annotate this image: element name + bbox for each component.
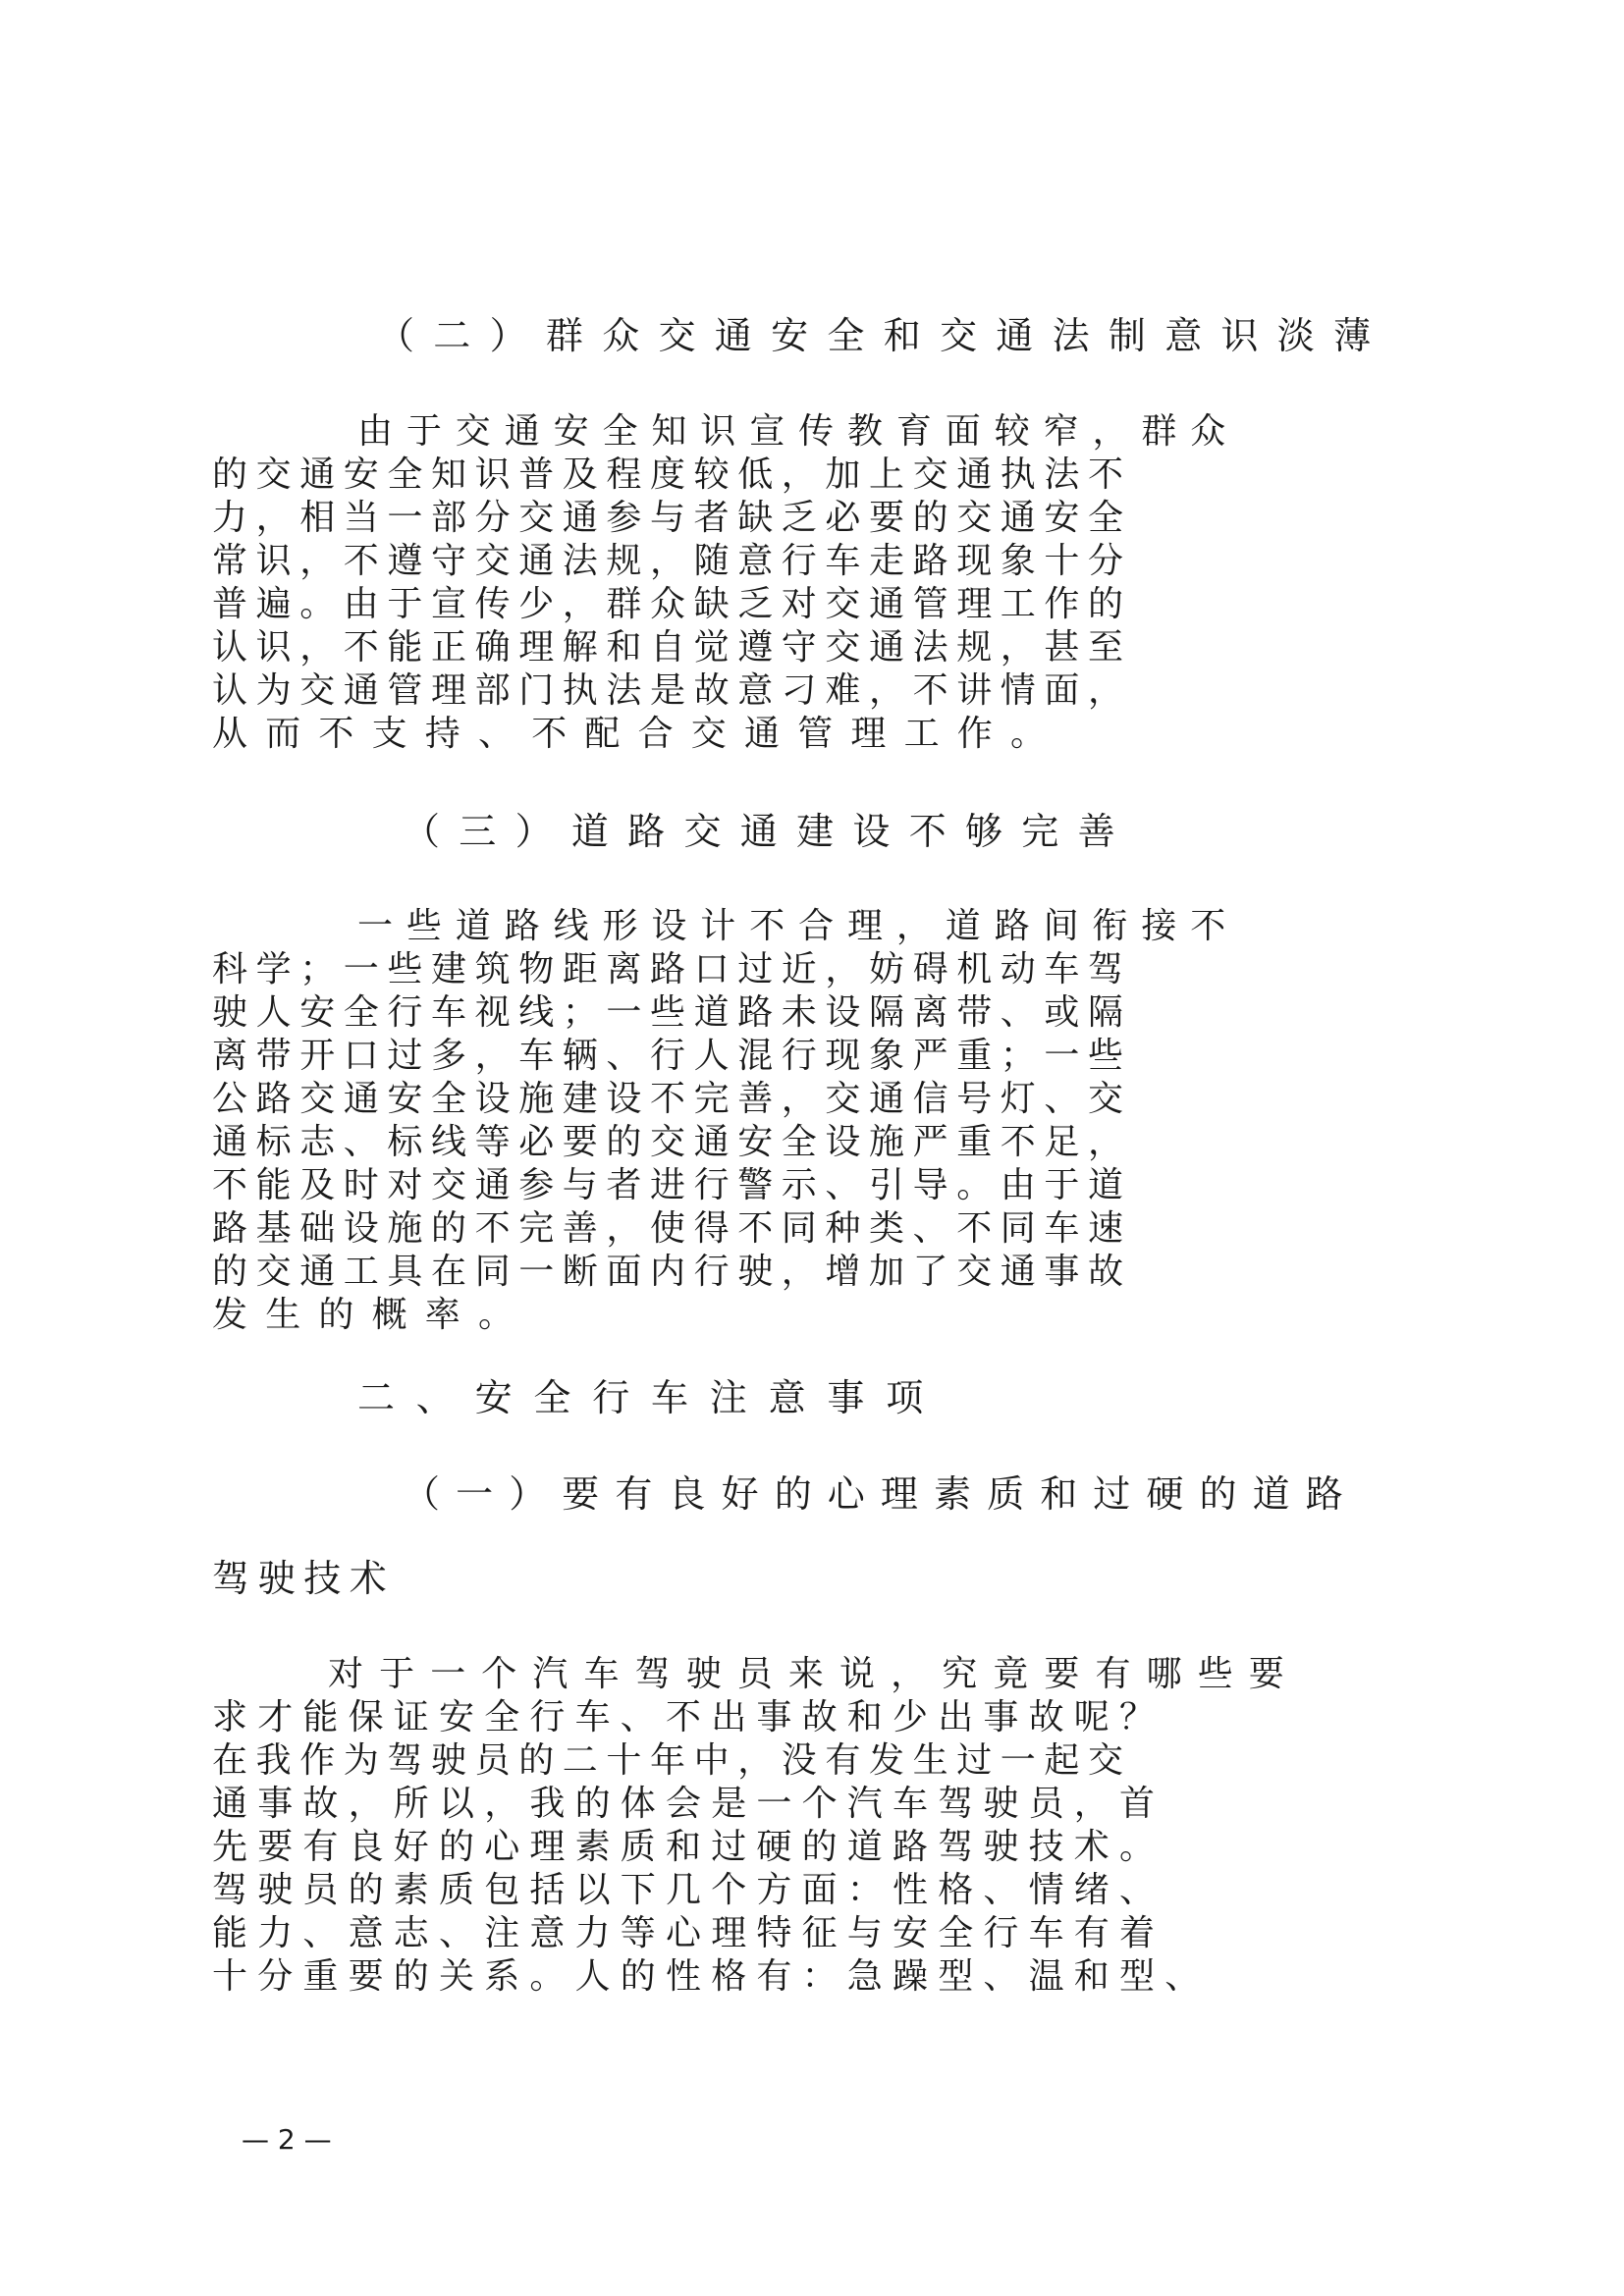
paragraph-line: 认识，不能正确理解和自觉遵守交通法规，甚至 [212,627,1132,667]
paragraph-line: 路基础设施的不完善，使得不同种类、不同车速 [212,1208,1132,1249]
subsection-heading: （一）要有良好的心理素质和过硬的道路 [403,1472,1359,1516]
page-number: — 2 — [242,2123,332,2156]
paragraph-line: 能力、意志、注意力等心理特征与安全行车有着 [212,1913,1165,1953]
paragraph-line: 对于一个汽车驾驶员来说，究竟要有哪些要 [328,1654,1300,1694]
paragraph-line: 在我作为驾驶员的二十年中，没有发生过一起交 [212,1740,1132,1781]
paragraph-line: 通事故，所以，我的体会是一个汽车驾驶员，首 [212,1784,1165,1824]
paragraph-line: 驶人安全行车视线；一些道路未设隔离带、或隔 [212,992,1132,1033]
main-section-heading: 二、安全行车注意事项 [357,1376,946,1419]
section-heading-2: （二）群众交通安全和交通法制意识淡薄 [377,314,1390,357]
paragraph-line: 离带开口过多，车辆、行人混行现象严重；一些 [212,1036,1132,1076]
subsection-heading-continued: 驾驶技术 [212,1557,396,1600]
paragraph-line: 通标志、标线等必要的交通安全设施严重不足， [212,1122,1132,1162]
paragraph-line: 普遍。由于宣传少，群众缺乏对交通管理工作的 [212,584,1132,624]
paragraph-line: 力，相当一部分交通参与者缺乏必要的交通安全 [212,498,1132,538]
paragraph-line: 一些道路线形设计不合理，道路间衔接不 [357,906,1240,946]
paragraph-line: 不能及时对交通参与者进行警示、引导。由于道 [212,1165,1132,1205]
paragraph-line: 先要有良好的心理素质和过硬的道路驾驶技术。 [212,1827,1165,1867]
paragraph-line: 由于交通安全知识宣传教育面较窄，群众 [357,411,1240,452]
paragraph-line: 常识，不遵守交通法规，随意行车走路现象十分 [212,541,1132,581]
paragraph-line: 发生的概率。 [212,1295,532,1335]
paragraph-line: 的交通安全知识普及程度较低，加上交通执法不 [212,454,1132,495]
paragraph-line: 驾驶员的素质包括以下几个方面：性格、情绪、 [212,1870,1165,1910]
paragraph-line: 的交通工具在同一断面内行驶，增加了交通事故 [212,1252,1132,1292]
paragraph-line: 科学；一些建筑物距离路口过近，妨碍机动车驾 [212,949,1132,989]
section-heading-3: （三）道路交通建设不够完善 [403,810,1134,853]
paragraph-line: 公路交通安全设施建设不完善，交通信号灯、交 [212,1079,1132,1119]
paragraph-line: 认为交通管理部门执法是故意刁难，不讲情面， [212,670,1132,711]
paragraph-line: 十分重要的关系。人的性格有：急躁型、温和型、 [212,1956,1211,1997]
paragraph-line: 从而不支持、不配合交通管理工作。 [212,714,1064,754]
paragraph-line: 求才能保证安全行车、不出事故和少出事故呢？ [212,1697,1165,1737]
